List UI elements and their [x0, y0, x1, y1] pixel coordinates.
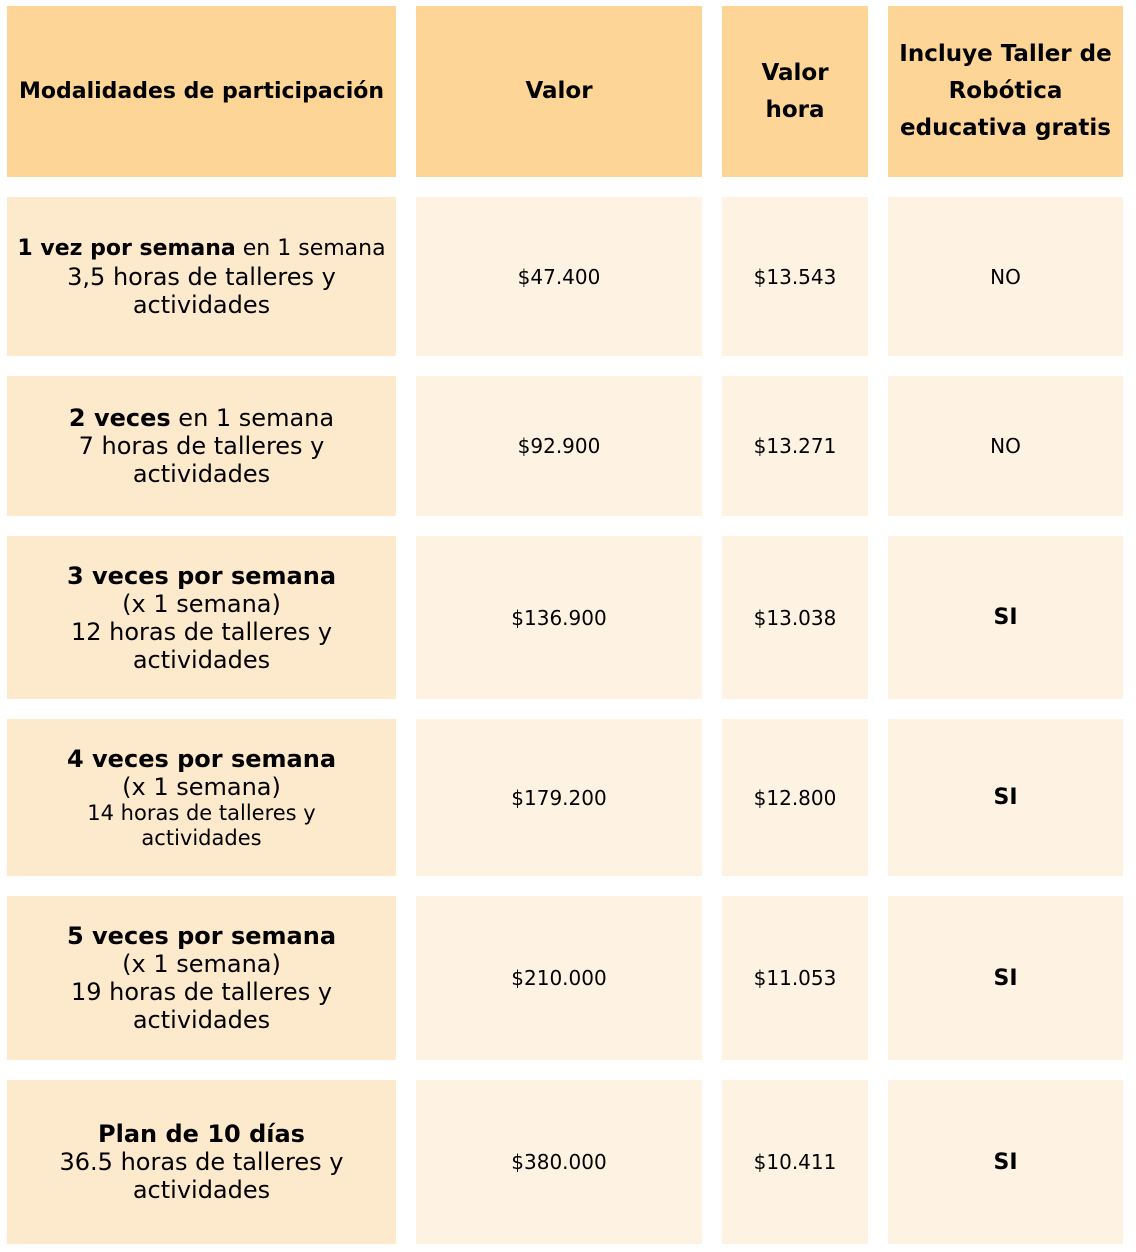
row-5-valor: [416, 896, 702, 1060]
header-taller-line1: Incluye Taller de: [899, 41, 1112, 67]
row-4-modalidad-line1: [67, 745, 336, 773]
row-2-taller-text: NO: [990, 434, 1021, 458]
row-3-taller-text: SI: [993, 605, 1018, 630]
row-1-modalidad: [7, 197, 396, 356]
row-3-actividades: actividades: [132, 645, 271, 674]
row-3-modalidad: [7, 536, 396, 699]
header-valor-hora-line1: Valor: [761, 59, 829, 86]
row-4-valor-hora: [722, 719, 868, 876]
row-4-modalidad-bold: 4 veces por semana: [66, 744, 337, 773]
header-taller-line2: Robótica: [948, 78, 1063, 104]
row-4-taller-text: SI: [993, 785, 1018, 810]
row-1-modalidad-line1: [17, 235, 385, 263]
row-4-actividades: actividades: [141, 825, 262, 850]
row-4-taller: [888, 719, 1123, 876]
header-modalidades-label: Modalidades de participación: [18, 79, 385, 104]
row-6-valor-text: $380.000: [511, 1150, 607, 1174]
row-2-modalidad-line1: [69, 404, 334, 432]
header-taller-line3: educativa gratis: [900, 115, 1111, 141]
header-modalidades: [7, 6, 396, 177]
header-valor-hora-line2: hora: [765, 96, 825, 123]
row-2-modalidad: [7, 376, 396, 516]
row-2-valor-hora-text: $13.271: [753, 434, 837, 458]
row-3-valor-hora-text: $13.038: [753, 605, 837, 630]
row-5-modalidad-line1: [67, 922, 336, 950]
row-4-valor-hora-text: $12.800: [753, 785, 837, 810]
row-5-taller-text: SI: [993, 965, 1018, 991]
row-5-horas: 19 horas de talleres y: [70, 978, 333, 1006]
row-5-taller: [888, 896, 1123, 1060]
row-1-taller: [888, 197, 1123, 356]
row-1-valor-hora-text: $13.543: [753, 264, 837, 289]
row-1-valor-text: $47.400: [517, 264, 601, 289]
row-3-horas: 12 horas de talleres y: [70, 617, 333, 646]
row-4-semana: (x 1 semana): [122, 772, 281, 801]
row-1-valor-hora: [722, 197, 868, 356]
header-taller-robotica: [888, 6, 1123, 177]
row-6-valor-hora: [722, 1080, 868, 1244]
row-6-valor: [416, 1080, 702, 1244]
row-5-modalidad-bold: 5 veces por semana: [66, 922, 337, 950]
row-3-valor: [416, 536, 702, 699]
row-2-modalidad-rest: en 1 semana: [170, 404, 335, 432]
header-valor-label: Valor: [525, 78, 593, 104]
row-1-valor: [416, 197, 702, 356]
row-4-valor-text: $179.200: [511, 785, 607, 810]
row-6-actividades: actividades: [132, 1176, 271, 1204]
row-5-valor-hora-text: $11.053: [753, 966, 837, 990]
header-valor: [416, 6, 702, 177]
row-6-taller: [888, 1080, 1123, 1244]
row-1-modalidad-rest: en 1 semana: [235, 235, 386, 261]
row-1-actividades: actividades: [132, 290, 271, 319]
row-2-taller: [888, 376, 1123, 516]
header-valor-hora: [722, 6, 868, 177]
row-2-valor: [416, 376, 702, 516]
row-5-semana: (x 1 semana): [122, 950, 281, 978]
row-2-valor-text: $92.900: [517, 434, 601, 458]
row-5-valor-hora: [722, 896, 868, 1060]
row-3-modalidad-line1: [67, 562, 336, 590]
row-5-valor-text: $210.000: [511, 966, 607, 990]
row-1-horas: 3,5 horas de talleres y: [67, 262, 336, 291]
row-6-valor-hora-text: $10.411: [753, 1150, 837, 1174]
row-3-taller: [888, 536, 1123, 699]
row-3-semana: (x 1 semana): [122, 589, 281, 618]
row-2-modalidad-bold: 2 veces: [68, 404, 171, 432]
row-6-modalidad-line1: [98, 1120, 305, 1148]
row-3-modalidad-bold: 3 veces por semana: [66, 561, 337, 590]
row-4-modalidad: [7, 719, 396, 876]
row-4-horas: 14 horas de talleres y: [87, 800, 316, 825]
row-3-valor-hora: [722, 536, 868, 699]
row-1-taller-text: NO: [990, 264, 1021, 289]
row-6-modalidad: [7, 1080, 396, 1244]
row-2-horas: 7 horas de talleres y: [78, 432, 325, 460]
row-3-valor-text: $136.900: [511, 605, 607, 630]
row-5-actividades: actividades: [132, 1006, 271, 1034]
row-5-modalidad: [7, 896, 396, 1060]
row-6-horas: 36.5 horas de talleres y: [59, 1148, 344, 1176]
row-4-valor: [416, 719, 702, 876]
row-2-actividades: actividades: [132, 460, 271, 488]
row-6-taller-text: SI: [993, 1149, 1018, 1175]
row-6-modalidad-bold: Plan de 10 días: [98, 1120, 305, 1148]
row-2-valor-hora: [722, 376, 868, 516]
row-1-modalidad-bold: 1 vez por semana: [17, 235, 236, 261]
